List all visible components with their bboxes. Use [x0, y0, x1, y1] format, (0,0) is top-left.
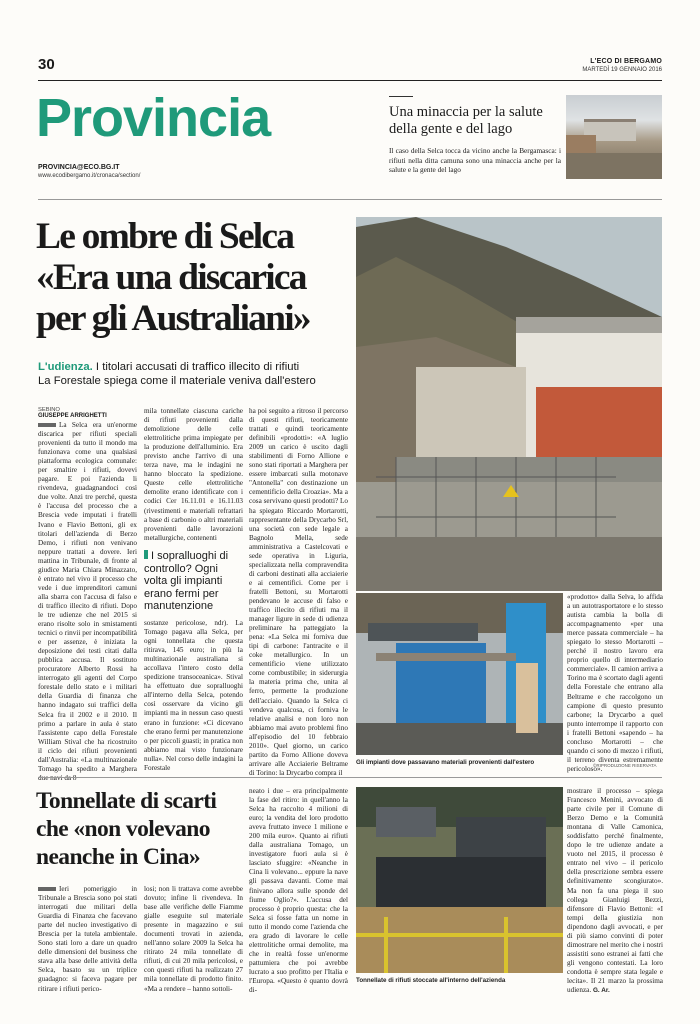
factory-illustration: [356, 217, 662, 591]
page-number: 30: [38, 56, 55, 73]
main-photo[interactable]: [356, 217, 662, 591]
second-headline-line2: che «non volevano: [36, 816, 210, 842]
dateline: SEBINO: [38, 407, 60, 413]
second-photo[interactable]: [356, 787, 563, 973]
main-deck-line2: La Forestale spiega come il materiale veniva dall'estero: [38, 375, 316, 387]
second-headline: [36, 787, 256, 871]
teaser-rule: [389, 96, 413, 97]
main-col4: «prodotto» dalla Selva, lo affida a un autotrasportatore e lo stesso autista cambia la bolla di accompagnamento «per una merce passata commerciale – ha spiegato lo stesso Mortarotti – perché il nostro lavoro era proprio quello di intermediario commerciale». Il camion arriva a Torino ma è scortato dagli agenti della Forestale che entrano alla Beltrame e che raccolgono un campione di questo presunto carbone; la Drycarbo a quel punto interrompe il rapporto con i fratelli Bettoni «sapendo – ha concluso Mortarotti – che quando ci sono di mezzo i rifiuti, il terreno diventa estremamente pericoloso».: [567, 593, 663, 773]
middle-divider: [38, 777, 662, 778]
second-col1-text: Ieri pomeriggio in Tribunale a Brescia sono poi stati interrogati due militari della Guardia di Finanza che facevano parte del nucleo investigativo di Brescia per la tutela ambientale. Sono stati loro a dare un quadro delle dimensioni del business che stava alla base delle attività della Selca, basato su un triplice guadagno: si faceva pagare per ritirare i rifiuti perico-: [38, 885, 137, 993]
rights-notice: ©RIPRODUZIONE RISERVATA: [593, 763, 657, 768]
second-col4: [567, 787, 663, 997]
pullquote-text: I sopralluoghi di controllo? Ogni volta gli impianti erano fermi per manutenzione: [144, 550, 229, 613]
main-col3: ha poi seguito a ritroso il percorso di questi rifiuti, teoricamente trattati e quindi teoricamente definibili «prodotti»: «A luglio 2009 un carico è uscito dagli stabilimenti di Forno Allione e sono stati riportati a Marghera per essere imbarcati sulla motonave "Antonella" con destinazione un cementificio della Croazia». Ma a cosa servivano questi prodotti? Lo ha spiegato Riccardo Mortarotti, rappresentante della Drycarbo Srl, una società con sede legale a Bagnolo Mella, sede amministrativa a Castelcovati e sede operativa in Liguria, specializzata nella compravendita di carboni destinati alla acciaierie e ai cementifici. Come per i fratelli Bettoni, su Mortarotti pendevano le accuse di falso e traffico illecito di rifiuti ma il manager ligure in sede di udienza preliminare ha patteggiato la pena: «La Selca mi forniva due tipi di carbone: l'antracite e il coke metallurgico. In un cementificio viene utilizzato come combustibile; in siderurgia la materia prima che, unita al ferro, permette la produzione dell'acciaio. Quando la Selca ci vendeva qualcosa, ci forniva le relative analisi e non loro non abbiamo mai avuto problemi fino all'episodio del 10 febbraio 2010». Quel giorno, un carico partito da Forno Allione doveva arrivare alle Acciaierie Beltrame di Torino: la Drycarbo compra il: [249, 407, 349, 777]
silo-illustration: [356, 593, 563, 755]
signature: G. Ar.: [592, 987, 610, 995]
second-col1: [38, 885, 137, 995]
issue-date: MARTEDÌ 19 GENNAIO 2016: [582, 67, 662, 73]
main-col2-top: mila tonnellate ciascuna cariche di rifiuti provenienti dalla demolizione delle celle elettrolitiche prima impiegate per la produzione dell'alluminio. Era previsto anche l'arrivo di una terza nave, ma le indagini ne hanno bloccato la spedizione. Queste celle elettrolitiche demolite erano identificate con i codici Cer 16.11.01 e 16.11.03 (rivestimenti e materiali refrattari a base di carbonio o altri materiali provenienti dalle lavorazioni metallurgiche, contenenti: [144, 407, 243, 542]
pullquote: [144, 550, 243, 613]
main-deck-line1: I titolari accusati di traffico illecito di rifiuti: [95, 361, 300, 373]
teaser-photo[interactable]: [566, 95, 662, 179]
main-headline-line1: Le ombre di Selca: [36, 216, 294, 257]
section-url[interactable]: www.ecodibergamo.it/cronaca/section/: [38, 173, 141, 179]
main-kicker: L'udienza.: [38, 361, 93, 373]
second-col4-text: mostrare il processo – spiega Francesco Menini, avvocato di parte civile per il Comune di Berzo Demo e la Comunità montana di Valle Camonica, soddisfatto perché finalmente, dopo le tre udienze andate a vuoto nel 2015, il processo è entrato nel vivo – il pericolo della prescrizione sembra essere definitivamente scongiurato». Ma non fa una piega il suo collega Gianluigi Bezzi, difensore di Flavio Bettoni: «I tempi della giustizia non dipendono dagli avvocati, e per di più siamo convinti di poter dimostrare nel merito che i nostri assistiti sono estranei ai fatti che gli vengono contestati. La loro condotta è sempre stata legale e lecita». Il 21 marzo la prossima udienza.: [567, 787, 663, 995]
main-col2-bottom: sostanze pericolose, ndr). La Tomago pagava alla Selca, per ogni tonnellata che questa ritirava, 145 euro; in più la multinazionale australiana si accollava l'intero costo della spedizione transoceanica». Stival ha effettuato due sopralluoghi all'interno della Selca, potendo così osservare da vicino gli impianti ma in nessun caso questi erano in funzione: «Ci dicevano che erano fermi per manutenzione o per piccoli guasti; in pratica non abbiamo mai visto funzionare nulla». Nel corso delle indagini la Forestale: [144, 619, 243, 772]
main-headline-line2: «Era una discarica: [36, 257, 306, 298]
main-col2: [144, 407, 243, 772]
top-divider: [38, 199, 662, 200]
inset-caption: Gli impianti dove passavano materiali provenienti dall'estero: [356, 759, 535, 766]
main-col1: [38, 407, 137, 772]
header-rule: [38, 80, 662, 81]
inset-photo[interactable]: [356, 593, 563, 755]
waste-illustration: [356, 787, 563, 973]
second-caption: Tonnellate di rifiuti stoccate all'interno dell'azienda: [356, 977, 506, 984]
section-title: Provincia: [36, 88, 271, 148]
second-headline-line1: Tonnellate di scarti: [36, 788, 217, 814]
main-deck: [38, 360, 354, 388]
teaser-title[interactable]: Una minaccia per la salute della gente e del lago: [389, 104, 543, 137]
second-col2: losi; non li trattava come avrebbe dovuto; infine li rivendeva. In base alle verifiche delle Fiamme gialle eseguite sul materiale presente in magazzino e sui documenti trovati in azienda, nell'anno solare 2009 la Selca ha ritirato 24 mila tonnellate di rifiuti, di cui 20 mila pericolosi, e con questi rifiuti ha realizzato 27 mila tonnellate di prodotto finito. «Ma a rendere – hanno sottoli-: [144, 885, 243, 993]
newspaper-name: L'ECO DI BERGAMO: [590, 58, 662, 65]
second-col3: neato i due – era principalmente la fase del ritiro: in quell'anno la Selca ha raccolto 4 milioni di euro; la vendita del loro prodotto aveva fruttato invece 1 milione e 200 mila euro». Quanto ai rifiuti dalla australiana Tomago, un investigatore fuori aula si è lasciato sfuggire: «Neanche in Cina li volevano... eppure la nave gli passava davanti. Come mai finivano allora sulle sponde del fiume Oglio?». L'accusa del processo è proprio questa: che la Selca si fosse fatta un nome in tutto il mondo come l'azienda che era grado di lavorare le celle elettrolitiche ormai demolite, ma che in realtà fosse un'enorme pattumiera che poi avrebbe lucrato a suo profitto per l'Italia e l'Europa. «Questo è quanto dovrà di-: [249, 787, 348, 995]
main-col1-text: La Selca era un'enorme discarica per rifiuti speciali provenienti da tutto il mondo ma funzionava come una qualsiasi piattaforma ecologica comunale: per smaltire i rifiuti, dovevi pagare. E poi l'azienda li rivendeva, guadagnandoci così due volte. Anzi tre perché, questa è l'accusa del processo che a Brescia vede imputati i fratelli Ivano e Flavio Bettoni, gli ex titolari dell'azienda di Berzo Demo, i rifiuti non venivano neppure trattati a dovere. Ieri mattina in Tribunale, di fronte al giudice Maria Chiara Minazzato, è entrato nel vivo il processo che vede i due imprenditori camuni alla sbarra con l'accusa di falso e di traffico illecito di rifiuti. Dopo le tre udienze che nel 2015 si erano risolte solo in smistamenti tecnici o rinvii per incompatibilità e per assenze, è iniziata la deposizione dei testi citati dalla pubblica accusa. Il sostituto procuratore Alberto Rossi ha interrogato gli agenti del Corpo forestale dello stato e i militari della Guardia di finanza che hanno indagato sui traffici della Selca fra il 2002 e il 2010. Il primo a parlare in aula è stato l'assistente capo della Forestale William Stival che ha ricostruito il ciclo dei rifiuti provenienti dall'Australia: «La multinazionale Tomago ha spedito a Marghera: [38, 421, 137, 773]
section-email[interactable]: PROVINCIA@ECO.BG.IT: [38, 164, 120, 171]
main-headline-line3: per gli Australiani»: [36, 298, 310, 339]
teaser-body: Il caso della Selca tocca da vicino anche la Bergamasca: i rifiuti nella ditta camuna sono una minaccia anche per la salute e la gente del lago: [389, 146, 561, 174]
main-headline: [36, 216, 356, 339]
second-headline-line3: neanche in Cina»: [36, 844, 201, 870]
byline: GIUSEPPE ARRIGHETTI: [38, 413, 107, 419]
